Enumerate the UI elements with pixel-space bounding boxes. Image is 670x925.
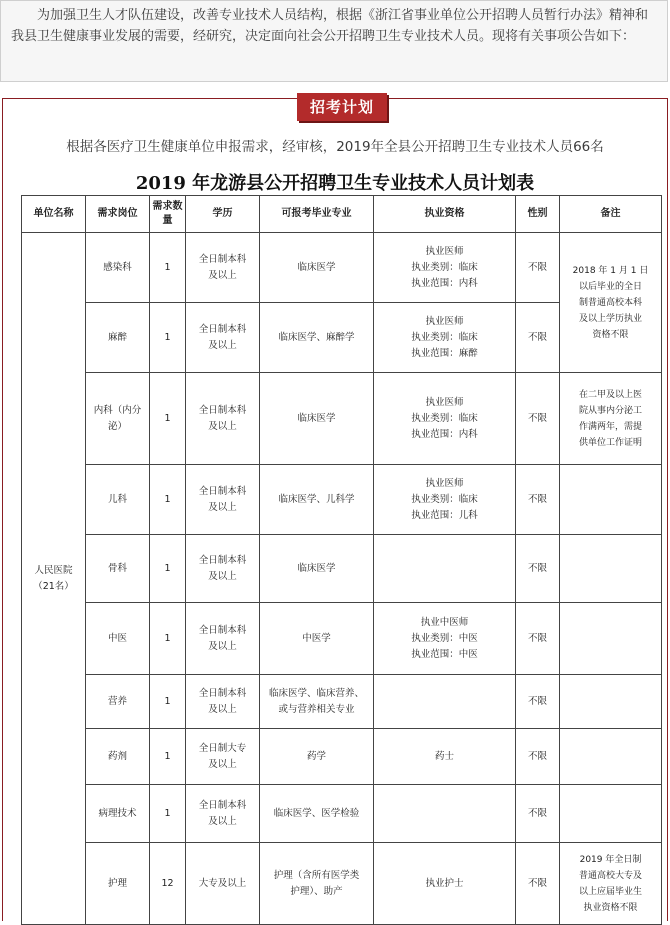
count-cell: 1 bbox=[150, 785, 186, 843]
count-cell: 1 bbox=[150, 729, 186, 785]
major-cell bbox=[260, 603, 374, 675]
text-line: 执业范围：儿科 bbox=[411, 509, 478, 521]
text-line: 全日制本科 bbox=[198, 323, 247, 335]
text-line: 护理）、助产 bbox=[290, 885, 343, 897]
count-cell: 1 bbox=[150, 303, 186, 373]
education-cell bbox=[186, 373, 260, 465]
education-cell bbox=[186, 303, 260, 373]
major-cell bbox=[260, 729, 374, 785]
gender-cell: 不限 bbox=[516, 465, 560, 535]
text-line: 全日制本科 bbox=[198, 687, 247, 699]
note-cell bbox=[560, 373, 662, 465]
note-cell bbox=[560, 843, 662, 925]
table-title: 2019 年龙游县公开招聘卫生专业技术人员计划表 bbox=[135, 173, 535, 194]
text-line: 执业范围：麻醉 bbox=[411, 347, 478, 359]
position-cell: 护理 bbox=[86, 843, 150, 925]
major-cell bbox=[260, 785, 374, 843]
text-line: 临床医学、麻醉学 bbox=[278, 331, 355, 343]
text-line: 及以上 bbox=[208, 570, 237, 582]
gender-cell: 不限 bbox=[516, 233, 560, 303]
education-cell bbox=[186, 465, 260, 535]
qualification-cell bbox=[374, 785, 516, 843]
text-line: 及以上 bbox=[208, 339, 237, 351]
text-line: 院从事内分泌工 bbox=[578, 405, 642, 416]
text-line: 全日制本科 bbox=[198, 404, 247, 416]
unit-name-cell bbox=[22, 233, 86, 925]
position-cell: 儿科 bbox=[86, 465, 150, 535]
table-row bbox=[22, 535, 662, 603]
text-line: 执业类别：临床 bbox=[411, 493, 478, 505]
major-cell bbox=[260, 675, 374, 729]
table-row bbox=[22, 603, 662, 675]
education-cell bbox=[186, 785, 260, 843]
major-cell bbox=[260, 373, 374, 465]
note-cell bbox=[560, 729, 662, 785]
count-cell: 1 bbox=[150, 535, 186, 603]
header-position: 需求岗位 bbox=[86, 196, 150, 233]
text-line: 及以上 bbox=[208, 815, 237, 827]
text-line: 2018 年 1 月 1 日 bbox=[572, 265, 649, 276]
education-cell bbox=[186, 535, 260, 603]
text-line: 及以上 bbox=[208, 501, 237, 513]
gender-cell: 不限 bbox=[516, 785, 560, 843]
position-cell: 病理技术 bbox=[86, 785, 150, 843]
intro-panel bbox=[0, 0, 668, 82]
text-line: 全日制本科 bbox=[198, 799, 247, 811]
count-cell: 1 bbox=[150, 465, 186, 535]
count-cell: 1 bbox=[150, 675, 186, 729]
text-line: 临床医学、医学检验 bbox=[273, 807, 360, 819]
position-cell: 内科（内分泌） bbox=[86, 373, 150, 465]
text-line: 及以上 bbox=[208, 269, 237, 281]
table-row bbox=[22, 785, 662, 843]
qualification-cell bbox=[374, 535, 516, 603]
education-cell bbox=[186, 675, 260, 729]
text-line: 制普通高校本科 bbox=[578, 297, 642, 308]
text-line: 以上应届毕业生 bbox=[578, 886, 642, 897]
text-line: 药学 bbox=[306, 750, 326, 762]
position-cell: 营养 bbox=[86, 675, 150, 729]
position-cell: 麻醉 bbox=[86, 303, 150, 373]
text-line: 执业医师 bbox=[425, 245, 464, 257]
text-line: 执业类别：中医 bbox=[411, 632, 478, 644]
position-cell: 药剂 bbox=[86, 729, 150, 785]
table-header-row bbox=[22, 196, 662, 233]
text-line: 执业医师 bbox=[425, 315, 464, 327]
major-cell bbox=[260, 233, 374, 303]
note-cell bbox=[560, 465, 662, 535]
note-cell bbox=[560, 233, 662, 373]
text-line: 大专及以上 bbox=[198, 877, 247, 889]
text-line: 执业范围：中医 bbox=[411, 648, 478, 660]
gender-cell: 不限 bbox=[516, 373, 560, 465]
text-line: 及以上学历执业 bbox=[578, 313, 642, 324]
text-line: 药士 bbox=[434, 750, 454, 762]
header-qualification: 执业资格 bbox=[374, 196, 516, 233]
note-cell bbox=[560, 603, 662, 675]
text-line: 执业医师 bbox=[425, 477, 464, 489]
text-line: 2019 年全日制 bbox=[579, 854, 642, 865]
text-line: 护理（含所有医学类 bbox=[273, 869, 360, 881]
text-line: 执业类别：临床 bbox=[411, 331, 478, 343]
text-line: 作满两年，需提 bbox=[578, 421, 642, 432]
text-line: 及以上 bbox=[208, 703, 237, 715]
text-line: 执业护士 bbox=[425, 877, 464, 889]
text-line: 执业资格不限 bbox=[583, 902, 638, 913]
header-count: 需求数量 bbox=[150, 196, 186, 233]
major-cell bbox=[260, 303, 374, 373]
major-cell bbox=[260, 843, 374, 925]
text-line: 执业类别：临床 bbox=[411, 261, 478, 273]
text-line: 执业范围：内科 bbox=[411, 277, 478, 289]
text-line: 中医学 bbox=[302, 632, 331, 644]
recruitment-plan-table bbox=[21, 195, 662, 925]
position-cell: 感染科 bbox=[86, 233, 150, 303]
section-badge: 招考计划 bbox=[297, 93, 387, 121]
text-line: 资格不限 bbox=[592, 329, 629, 340]
major-cell bbox=[260, 465, 374, 535]
table-row bbox=[22, 843, 662, 925]
table-row bbox=[22, 729, 662, 785]
text-line: 临床医学、儿科学 bbox=[278, 493, 355, 505]
text-line: 全日制本科 bbox=[198, 624, 247, 636]
education-cell bbox=[186, 843, 260, 925]
unit-name: 人民医院 bbox=[34, 564, 73, 576]
header-note: 备注 bbox=[560, 196, 662, 233]
gender-cell: 不限 bbox=[516, 303, 560, 373]
count-cell: 1 bbox=[150, 233, 186, 303]
table-row bbox=[22, 465, 662, 535]
text-line: 临床医学、临床营养、 bbox=[268, 687, 364, 699]
qualification-cell bbox=[374, 603, 516, 675]
text-line: 及以上 bbox=[208, 420, 237, 432]
qualification-cell bbox=[374, 233, 516, 303]
text-line: 全日制本科 bbox=[198, 485, 247, 497]
major-cell bbox=[260, 535, 374, 603]
count-cell: 1 bbox=[150, 373, 186, 465]
table-row bbox=[22, 373, 662, 465]
education-cell bbox=[186, 603, 260, 675]
qualification-cell bbox=[374, 303, 516, 373]
header-unit: 单位名称 bbox=[22, 196, 86, 233]
section-description: 根据各医疗卫生健康单位申报需求，经审核，2019年全县公开招聘卫生专业技术人员66名 bbox=[66, 139, 604, 155]
qualification-cell bbox=[374, 373, 516, 465]
qualification-cell bbox=[374, 675, 516, 729]
position-cell: 骨科 bbox=[86, 535, 150, 603]
gender-cell: 不限 bbox=[516, 729, 560, 785]
table-body bbox=[22, 233, 662, 925]
note-cell bbox=[560, 675, 662, 729]
text-line: 全日制本科 bbox=[198, 253, 247, 265]
table-row bbox=[22, 675, 662, 729]
count-cell: 12 bbox=[150, 843, 186, 925]
gender-cell: 不限 bbox=[516, 535, 560, 603]
text-line: 执业范围：内科 bbox=[411, 428, 478, 440]
table-row bbox=[22, 233, 662, 303]
gender-cell: 不限 bbox=[516, 675, 560, 729]
text-line: 普通高校大专及 bbox=[578, 870, 642, 881]
qualification-cell bbox=[374, 729, 516, 785]
text-line: 执业中医师 bbox=[420, 616, 469, 628]
qualification-cell bbox=[374, 465, 516, 535]
text-line: 及以上 bbox=[208, 758, 237, 770]
text-line: 临床医学 bbox=[297, 261, 336, 273]
count-cell: 1 bbox=[150, 603, 186, 675]
header-gender: 性别 bbox=[516, 196, 560, 233]
gender-cell: 不限 bbox=[516, 603, 560, 675]
text-line: 或与营养相关专业 bbox=[278, 703, 355, 715]
intro-text: 为加强卫生人才队伍建设，改善专业技术人员结构，根据《浙江省事业单位公开招聘人员暂行办法》精神和我县卫生健康事业发展的需要，经研究，决定面向社会公开招聘卫生专业技术人员。现将有关事项公告如下： bbox=[11, 8, 649, 44]
gender-cell: 不限 bbox=[516, 843, 560, 925]
header-major: 可报考毕业专业 bbox=[260, 196, 374, 233]
education-cell bbox=[186, 233, 260, 303]
unit-total: （21名） bbox=[33, 580, 74, 592]
text-line: 临床医学 bbox=[297, 412, 336, 424]
qualification-cell bbox=[374, 843, 516, 925]
text-line: 全日制本科 bbox=[198, 554, 247, 566]
text-line: 以后毕业的全日 bbox=[578, 281, 642, 292]
note-cell bbox=[560, 535, 662, 603]
position-cell: 中医 bbox=[86, 603, 150, 675]
text-line: 及以上 bbox=[208, 640, 237, 652]
text-line: 全日制大专 bbox=[198, 742, 247, 754]
text-line: 在二甲及以上医 bbox=[578, 389, 642, 400]
text-line: 执业医师 bbox=[425, 396, 464, 408]
text-line: 供单位工作证明 bbox=[578, 437, 642, 448]
text-line: 执业类别：临床 bbox=[411, 412, 478, 424]
note-cell bbox=[560, 785, 662, 843]
education-cell bbox=[186, 729, 260, 785]
recruitment-plan-section bbox=[2, 98, 668, 921]
text-line: 临床医学 bbox=[297, 562, 336, 574]
header-education: 学历 bbox=[186, 196, 260, 233]
